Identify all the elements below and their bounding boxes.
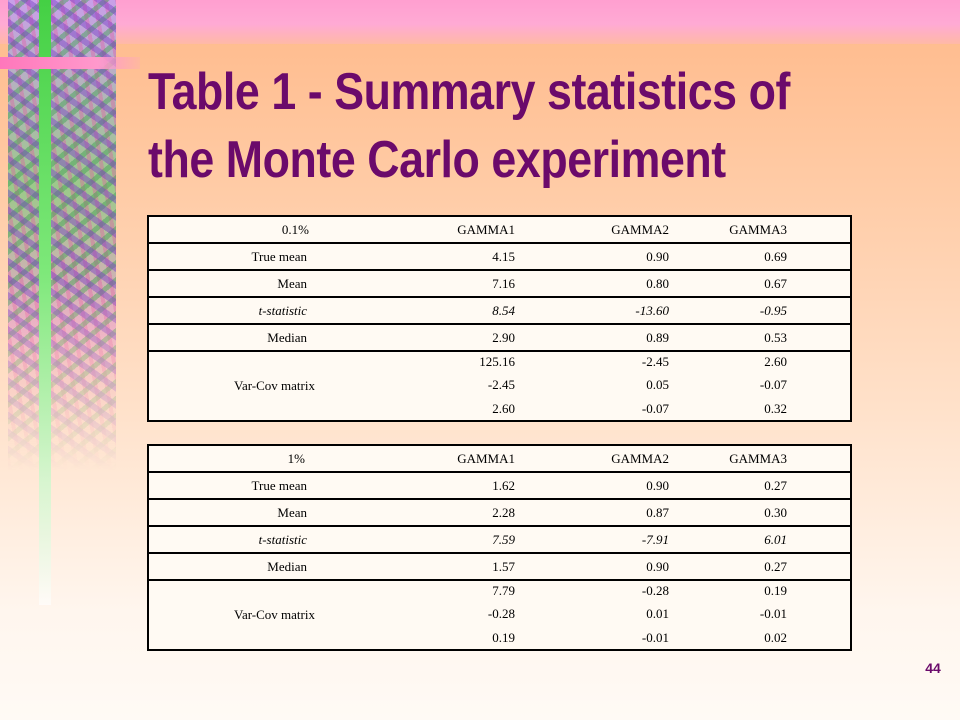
cell-gamma3: -0.95 — [759, 303, 787, 318]
varcov-cell: -0.07 — [759, 377, 787, 392]
stats-table-0.1pct — [147, 215, 852, 422]
cell-gamma1: 7.16 — [492, 276, 515, 291]
varcov-cell: -2.45 — [487, 377, 515, 392]
table-row-t-statistic — [149, 298, 850, 325]
varcov-cell: 0.02 — [764, 630, 787, 645]
varcov-cell: 0.05 — [646, 377, 669, 392]
table-row-var-cov — [149, 581, 850, 649]
row-label: Var-Cov matrix — [234, 378, 315, 393]
row-label: Median — [267, 330, 307, 345]
row-label: True mean — [251, 478, 307, 493]
table-row-median — [149, 554, 850, 581]
row-label: t-statistic — [258, 532, 307, 547]
cell-gamma1: 1.57 — [492, 559, 515, 574]
varcov-cell: -2.45 — [641, 354, 669, 369]
row-label: Var-Cov matrix — [234, 607, 315, 622]
cell-gamma3: 6.01 — [764, 532, 787, 547]
cell-gamma1: 2.90 — [492, 330, 515, 345]
column-header-gamma1: GAMMA1 — [457, 451, 515, 466]
table-row-true-mean — [149, 473, 850, 500]
table-row-var-cov — [149, 352, 850, 420]
cell-gamma2: 0.87 — [646, 505, 669, 520]
table-corner-label: 0.1% — [281, 222, 309, 237]
varcov-cell: -0.28 — [641, 583, 669, 598]
cell-gamma3: 0.53 — [764, 330, 787, 345]
cell-gamma3: 0.67 — [764, 276, 787, 291]
cell-gamma3: 0.27 — [764, 478, 787, 493]
varcov-cell: 0.32 — [764, 401, 787, 416]
horizontal-accent-bar — [0, 57, 140, 69]
row-label: Mean — [277, 505, 307, 520]
cell-gamma1: 4.15 — [492, 249, 515, 264]
table-corner-label: 1% — [287, 451, 305, 466]
row-label: Mean — [277, 276, 307, 291]
row-label: Median — [267, 559, 307, 574]
column-header-gamma3: GAMMA3 — [729, 451, 787, 466]
cell-gamma2: 0.89 — [646, 330, 669, 345]
varcov-cell: 2.60 — [764, 354, 787, 369]
table-header-row — [149, 217, 850, 244]
column-header-gamma2: GAMMA2 — [611, 222, 669, 237]
varcov-cell: -0.07 — [641, 401, 669, 416]
cell-gamma1: 8.54 — [492, 303, 515, 318]
cell-gamma2: -7.91 — [641, 532, 669, 547]
cell-gamma1: 2.28 — [492, 505, 515, 520]
cell-gamma3: 0.30 — [764, 505, 787, 520]
varcov-cell: -0.01 — [759, 606, 787, 621]
table-header-row — [149, 446, 850, 473]
varcov-cell: 0.19 — [492, 630, 515, 645]
varcov-cell: 7.79 — [492, 583, 515, 598]
row-label: True mean — [251, 249, 307, 264]
cell-gamma2: 0.80 — [646, 276, 669, 291]
cell-gamma1: 7.59 — [492, 532, 515, 547]
stats-table-1pct — [147, 444, 852, 651]
decorative-pattern — [8, 0, 116, 470]
varcov-cell: 125.16 — [479, 354, 515, 369]
cell-gamma3: 0.27 — [764, 559, 787, 574]
table-row-mean — [149, 271, 850, 298]
page-number: 44 — [925, 660, 941, 676]
column-header-gamma3: GAMMA3 — [729, 222, 787, 237]
table-row-median — [149, 325, 850, 352]
slide-title: Table 1 - Summary statistics of the Monte Carlo experiment — [148, 63, 790, 189]
table-row-true-mean — [149, 244, 850, 271]
top-band-decoration — [0, 0, 960, 44]
table-row-t-statistic — [149, 527, 850, 554]
varcov-cell: -0.28 — [487, 606, 515, 621]
table-row-mean — [149, 500, 850, 527]
column-header-gamma1: GAMMA1 — [457, 222, 515, 237]
vertical-accent-bar — [39, 0, 51, 605]
varcov-cell: 0.19 — [764, 583, 787, 598]
cell-gamma2: -13.60 — [635, 303, 669, 318]
column-header-gamma2: GAMMA2 — [611, 451, 669, 466]
varcov-cell: 0.01 — [646, 606, 669, 621]
row-label: t-statistic — [258, 303, 307, 318]
cell-gamma2: 0.90 — [646, 249, 669, 264]
cell-gamma3: 0.69 — [764, 249, 787, 264]
cell-gamma2: 0.90 — [646, 478, 669, 493]
varcov-cell: 2.60 — [492, 401, 515, 416]
cell-gamma1: 1.62 — [492, 478, 515, 493]
cell-gamma2: 0.90 — [646, 559, 669, 574]
varcov-cell: -0.01 — [641, 630, 669, 645]
